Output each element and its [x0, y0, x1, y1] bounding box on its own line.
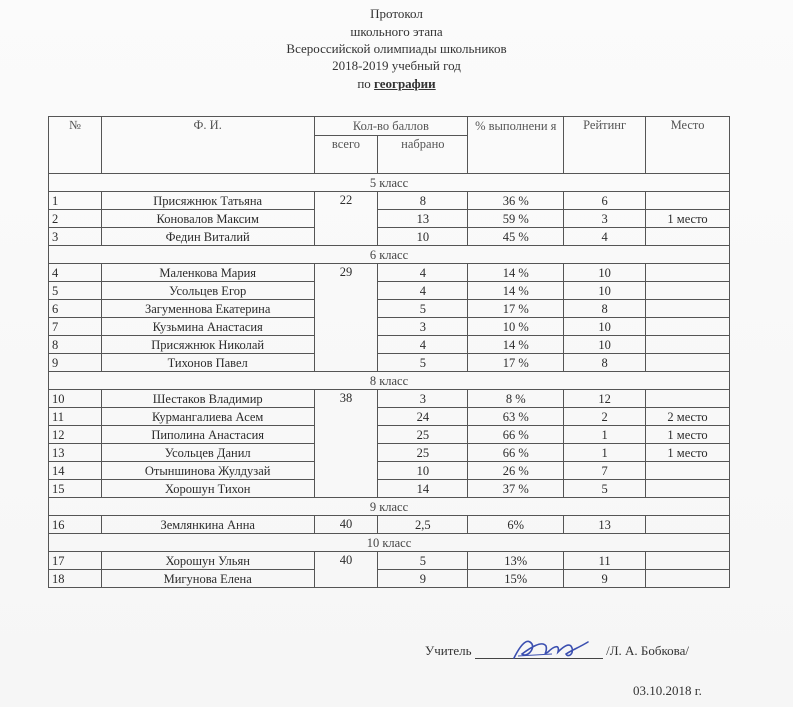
- cell-percent: 36 %: [468, 192, 564, 210]
- cell-place: [646, 318, 730, 336]
- cell-name: Усольцев Данил: [101, 444, 314, 462]
- cell-rating: 9: [564, 570, 646, 588]
- cell-number: 3: [49, 228, 102, 246]
- cell-got: 8: [378, 192, 468, 210]
- cell-rating: 3: [564, 210, 646, 228]
- table-head: [49, 117, 730, 174]
- cell-percent: 26 %: [468, 462, 564, 480]
- table-row: [49, 336, 730, 354]
- cell-percent: 17 %: [468, 354, 564, 372]
- cell-percent: 14 %: [468, 264, 564, 282]
- cell-percent: 13%: [468, 552, 564, 570]
- table-row: [49, 408, 730, 426]
- cell-number: 4: [49, 264, 102, 282]
- cell-place: [646, 516, 730, 534]
- table-row: [49, 210, 730, 228]
- cell-number: 18: [49, 570, 102, 588]
- table-row: [49, 426, 730, 444]
- cell-name: Тихонов Павел: [101, 354, 314, 372]
- cell-got: 25: [378, 444, 468, 462]
- table-row: [49, 552, 730, 570]
- class-group-row: [49, 246, 730, 264]
- doc-subtitle-stage: школьного этапа: [350, 24, 443, 39]
- table-row: [49, 192, 730, 210]
- cell-place: [646, 390, 730, 408]
- cell-name: Хорошун Тихон: [101, 480, 314, 498]
- cell-name: Федин Виталий: [101, 228, 314, 246]
- cell-place: 1 место: [646, 444, 730, 462]
- cell-total: 22: [314, 192, 378, 246]
- cell-rating: 4: [564, 228, 646, 246]
- cell-rating: 10: [564, 318, 646, 336]
- cell-place: [646, 264, 730, 282]
- header-place: Место: [646, 117, 730, 174]
- class-group-label: 9 класс: [49, 498, 730, 516]
- cell-number: 2: [49, 210, 102, 228]
- cell-place: [646, 192, 730, 210]
- cell-number: 1: [49, 192, 102, 210]
- cell-got: 10: [378, 228, 468, 246]
- cell-got: 4: [378, 336, 468, 354]
- cell-total: 38: [314, 390, 378, 498]
- cell-place: [646, 354, 730, 372]
- cell-place: 2 место: [646, 408, 730, 426]
- cell-percent: 8 %: [468, 390, 564, 408]
- cell-name: Усольцев Егор: [101, 282, 314, 300]
- cell-number: 15: [49, 480, 102, 498]
- class-group-label: 5 класс: [49, 174, 730, 192]
- cell-percent: 14 %: [468, 282, 564, 300]
- table-row: [49, 354, 730, 372]
- cell-place: [646, 462, 730, 480]
- cell-name: Мигунова Елена: [101, 570, 314, 588]
- table-row: [49, 462, 730, 480]
- cell-total: 40: [314, 516, 378, 534]
- class-group-row: [49, 174, 730, 192]
- cell-number: 14: [49, 462, 102, 480]
- header-got: набрано: [378, 136, 468, 174]
- cell-rating: 8: [564, 354, 646, 372]
- cell-got: 4: [378, 282, 468, 300]
- cell-percent: 45 %: [468, 228, 564, 246]
- cell-percent: 10 %: [468, 318, 564, 336]
- doc-subtitle-olympiad: Всероссийской олимпиады школьников: [286, 41, 507, 56]
- cell-got: 13: [378, 210, 468, 228]
- document-date: 03.10.2018 г.: [633, 683, 702, 698]
- header-fio: Ф. И.: [101, 117, 314, 174]
- doc-school-year: 2018-2019 учебный год: [332, 58, 461, 73]
- header-total: всего: [314, 136, 378, 174]
- teacher-name: /Л. А. Бобкова/: [606, 643, 689, 658]
- cell-total: 29: [314, 264, 378, 372]
- class-group-label: 8 класс: [49, 372, 730, 390]
- cell-percent: 37 %: [468, 480, 564, 498]
- cell-got: 24: [378, 408, 468, 426]
- cell-got: 10: [378, 462, 468, 480]
- table-row: [49, 300, 730, 318]
- cell-got: 3: [378, 318, 468, 336]
- cell-number: 13: [49, 444, 102, 462]
- cell-number: 16: [49, 516, 102, 534]
- handwritten-signature: [508, 634, 598, 664]
- teacher-label: Учитель: [425, 643, 472, 658]
- cell-rating: 10: [564, 282, 646, 300]
- cell-rating: 7: [564, 462, 646, 480]
- doc-title: Протокол: [370, 6, 423, 21]
- cell-place: [646, 300, 730, 318]
- cell-got: 5: [378, 552, 468, 570]
- cell-rating: 10: [564, 264, 646, 282]
- cell-name: Маленкова Мария: [101, 264, 314, 282]
- cell-got: 14: [378, 480, 468, 498]
- cell-percent: 63 %: [468, 408, 564, 426]
- cell-number: 9: [49, 354, 102, 372]
- class-group-row: [49, 534, 730, 552]
- subject-name: географии: [374, 76, 436, 91]
- table-row: [49, 318, 730, 336]
- cell-got: 5: [378, 300, 468, 318]
- cell-percent: 15%: [468, 570, 564, 588]
- cell-place: [646, 336, 730, 354]
- cell-rating: 5: [564, 480, 646, 498]
- table-row: [49, 444, 730, 462]
- class-group-label: 6 класс: [49, 246, 730, 264]
- cell-number: 12: [49, 426, 102, 444]
- class-group-row: [49, 498, 730, 516]
- cell-number: 10: [49, 390, 102, 408]
- cell-got: 4: [378, 264, 468, 282]
- cell-place: [646, 480, 730, 498]
- cell-percent: 6%: [468, 516, 564, 534]
- cell-name: Коновалов Максим: [101, 210, 314, 228]
- cell-rating: 1: [564, 426, 646, 444]
- cell-place: [646, 282, 730, 300]
- cell-rating: 6: [564, 192, 646, 210]
- cell-number: 17: [49, 552, 102, 570]
- cell-percent: 66 %: [468, 444, 564, 462]
- table-row: [49, 282, 730, 300]
- cell-rating: 8: [564, 300, 646, 318]
- cell-percent: 14 %: [468, 336, 564, 354]
- cell-got: 3: [378, 390, 468, 408]
- header-number: №: [49, 117, 102, 174]
- table-body: [49, 174, 730, 588]
- cell-rating: 11: [564, 552, 646, 570]
- cell-got: 5: [378, 354, 468, 372]
- cell-number: 8: [49, 336, 102, 354]
- cell-place: 1 место: [646, 210, 730, 228]
- cell-total: 40: [314, 552, 378, 588]
- cell-got: 9: [378, 570, 468, 588]
- cell-name: Курмангалиева Асем: [101, 408, 314, 426]
- cell-number: 5: [49, 282, 102, 300]
- table-row: [49, 516, 730, 534]
- table-row: [49, 570, 730, 588]
- cell-number: 6: [49, 300, 102, 318]
- cell-rating: 12: [564, 390, 646, 408]
- subject-prefix: по: [357, 76, 371, 91]
- cell-got: 25: [378, 426, 468, 444]
- cell-rating: 2: [564, 408, 646, 426]
- cell-rating: 1: [564, 444, 646, 462]
- cell-rating: 10: [564, 336, 646, 354]
- table-row: [49, 264, 730, 282]
- table-row: [49, 480, 730, 498]
- cell-number: 7: [49, 318, 102, 336]
- doc-subject-line: [0, 76, 793, 92]
- header-rating: Рейтинг: [564, 117, 646, 174]
- header-score: Кол-во баллов: [314, 117, 468, 136]
- cell-place: [646, 570, 730, 588]
- cell-place: [646, 228, 730, 246]
- cell-percent: 66 %: [468, 426, 564, 444]
- cell-name: Пиполина Анастасия: [101, 426, 314, 444]
- cell-name: Шестаков Владимир: [101, 390, 314, 408]
- cell-number: 11: [49, 408, 102, 426]
- cell-name: Присяжнюк Татьяна: [101, 192, 314, 210]
- cell-place: 1 место: [646, 426, 730, 444]
- cell-got: 2,5: [378, 516, 468, 534]
- class-group-label: 10 класс: [49, 534, 730, 552]
- cell-name: Присяжнюк Николай: [101, 336, 314, 354]
- header-percent: % выполнени я: [468, 117, 564, 174]
- cell-name: Хорошун Ульян: [101, 552, 314, 570]
- cell-percent: 17 %: [468, 300, 564, 318]
- cell-name: Отыншинова Жулдузай: [101, 462, 314, 480]
- cell-percent: 59 %: [468, 210, 564, 228]
- cell-rating: 13: [564, 516, 646, 534]
- cell-name: Загуменнова Екатерина: [101, 300, 314, 318]
- cell-place: [646, 552, 730, 570]
- results-table: [48, 116, 730, 588]
- class-group-row: [49, 372, 730, 390]
- table-row: [49, 228, 730, 246]
- cell-name: Кузьмина Анастасия: [101, 318, 314, 336]
- cell-name: Землянкина Анна: [101, 516, 314, 534]
- table-row: [49, 390, 730, 408]
